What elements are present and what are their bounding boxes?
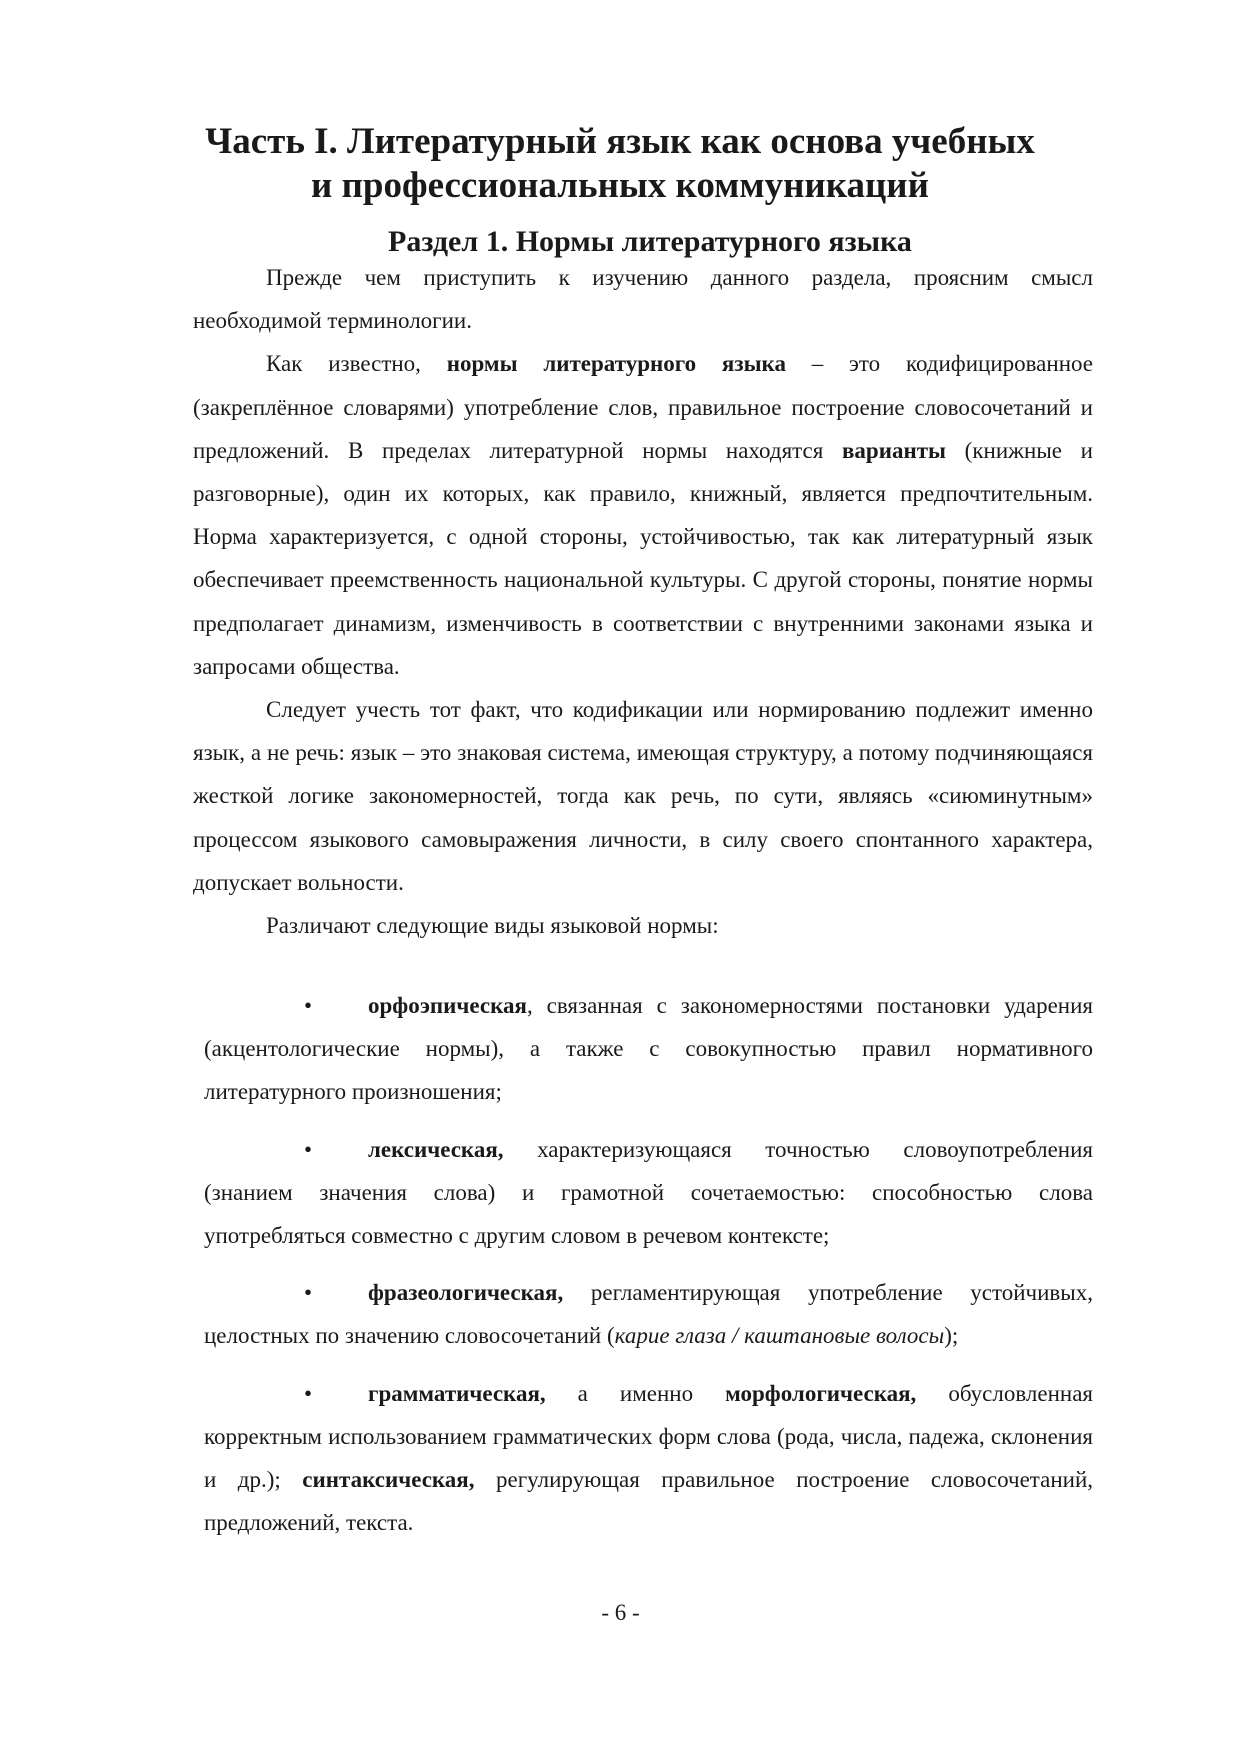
term-literary-norms: нормы литературного языка: [446, 351, 786, 377]
list-item-text: регулирующая правильное построение словосочетаний, предложений, текста.: [204, 1467, 1093, 1536]
list-item-grammatical: [204, 1372, 1093, 1545]
list-item-text: );: [944, 1323, 959, 1349]
part-title: [150, 120, 1090, 208]
paragraph-intro: Прежде чем приступить к изучению данного раздела, проясним смысл необходимой терминологии.: [193, 265, 1093, 334]
list-item-orthoepic: [204, 984, 1093, 1114]
list-item-text: , связанная с закономерностями постановки ударения (акцентологические нормы), а также с совокупностью правил нормативного литературного произношения;: [204, 993, 1093, 1105]
term-morphological: морфологическая,: [725, 1380, 917, 1406]
bullet-icon: •: [304, 993, 313, 1018]
term-syntactic: синтаксическая,: [302, 1467, 475, 1493]
list-item-phraseological: [204, 1271, 1093, 1357]
list-item-text: характеризующаяся точностью словоупотребления (знанием значения слова) и грамотной сочетаемостью: способностью слова употребляться совместно с другим словом в речевом контексте;: [204, 1136, 1093, 1249]
paragraph-norms-definition: [193, 342, 1093, 688]
paragraph-text: (книжные и разговорные), один их которых, как правило, книжный, является предпочтительным. Норма характеризуется, с одной стороны, устойчивостью, так как литературный язык обеспечивает преемственность национальной культуры. С другой стороны, понятие нормы предполагает динамизм, изменчивость в соответствии с внутренними законами языка и запросами общества.: [193, 437, 1093, 679]
page-number: - 6 -: [601, 1600, 640, 1625]
part-title-line-1: Часть I. Литературный язык как основа учебных: [205, 121, 1035, 162]
term-phraseological: фразеологическая,: [368, 1280, 564, 1306]
term-variants: варианты: [842, 437, 946, 463]
paragraph-text: – это кодифицированное (закреплённое словарями) употребление слов, правильное построение словосочетаний и предложений. В пределах литературной нормы находятся: [193, 351, 1093, 463]
paragraph-codification: Следует учесть тот факт, что кодификации или нормированию подлежит именно язык, а не речь: язык – это знаковая система, имеющая структуру, а потому подчиняющаяся жесткой логике закономерностей, тогда как речь, по сути, являясь «сиюминутным» процессом языкового самовыражения личности, в силу своего спонтанного характера, допускает вольности.: [193, 697, 1093, 895]
list-item-lexical: [204, 1128, 1093, 1258]
bullet-icon: •: [304, 1136, 313, 1162]
term-lexical: лексическая,: [368, 1136, 504, 1162]
paragraph-text: Как известно,: [266, 351, 447, 377]
norm-types-list: [204, 984, 1093, 1558]
list-item-text: обусловленная корректным использованием грамматических форм слова (рода, числа, падежа, склонения и др.);: [204, 1380, 1093, 1493]
term-orthoepic: орфоэпическая: [368, 993, 527, 1018]
body-text: [193, 256, 1093, 947]
part-title-line-2: и профессиональных коммуникаций: [311, 165, 929, 206]
bullet-icon: •: [304, 1280, 313, 1306]
list-item-text: регламентирующая употребление устойчивых, целостных по значению словосочетаний (: [204, 1280, 1093, 1349]
term-grammatical: грамматическая,: [368, 1380, 546, 1406]
bullet-icon: •: [304, 1380, 313, 1406]
list-item-text: а именно: [545, 1380, 726, 1406]
paragraph-norm-types-intro: Различают следующие виды языковой нормы:: [266, 913, 719, 939]
section-title: Раздел 1. Нормы литературного языка: [388, 225, 912, 258]
example-phrase: карие глаза / каштановые волосы: [614, 1323, 945, 1349]
